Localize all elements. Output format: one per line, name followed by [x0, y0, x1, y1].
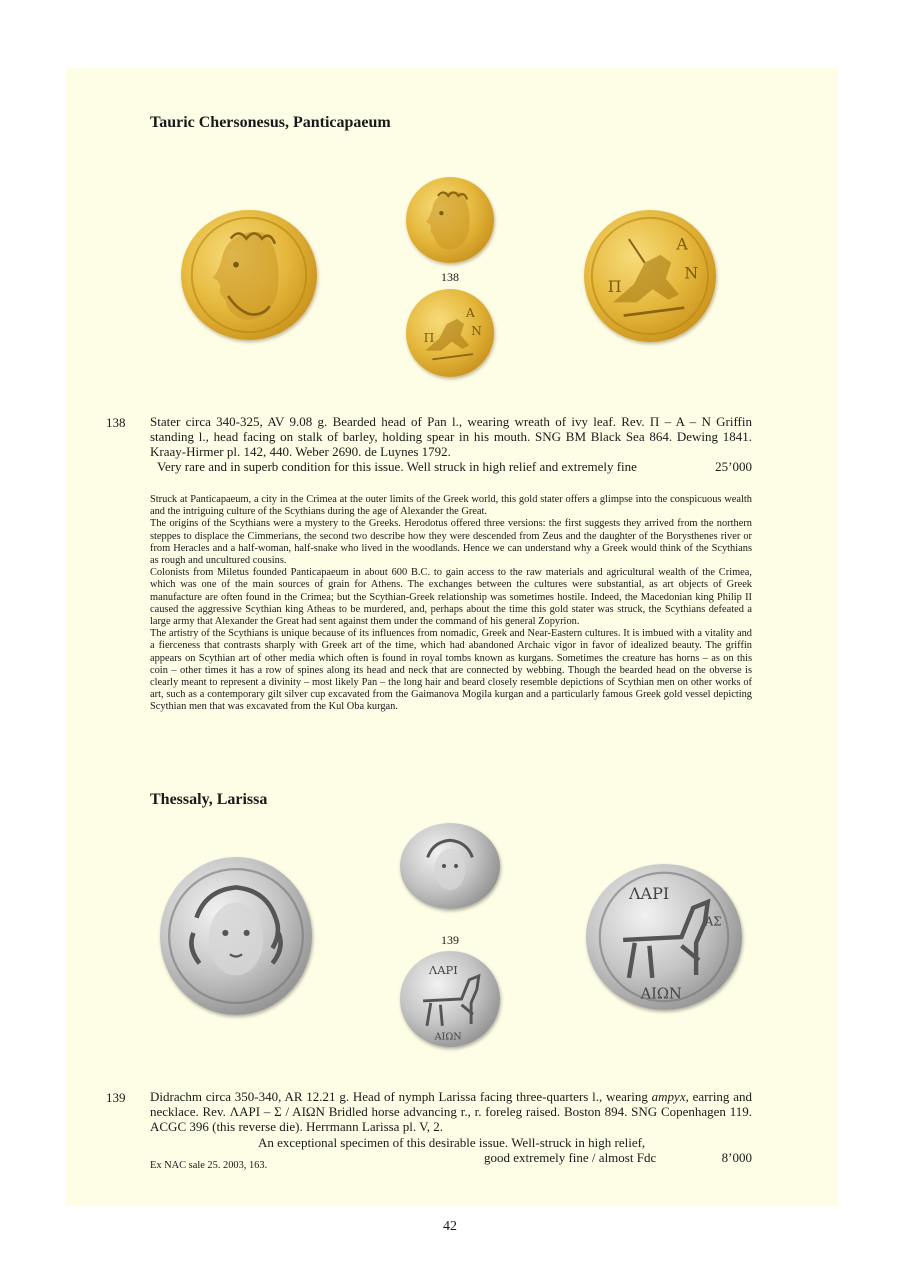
note-paragraph: Colonists from Miletus founded Panticapaeum in about 600 B.C. to gain access to the raw materials and agricultural wealth of the Crimea, which was one of the main sources of grain for Athens. The exchanges between the cultures were substantial, as art objects of Greek manufacture are often found in the Crimea; but the Scythian-Greek relationship was sometimes hostile. Indeed, the Macedonian king Philip II caused the aggressive Scythian king Atheas to be murdered, and, perhaps about the time this gold stater was struck, the Scythians defeated a large army that Alexander the Great had sent against them under the command of his general Zopyrion. [150, 567, 752, 628]
coin-139-reverse-small [400, 951, 500, 1047]
lot-138-notes [150, 494, 752, 714]
lot-138-description: Stater circa 340-325, AV 9.08 g. Bearded head of Pan l., wearing wreath of ivy leaf. Rev. Π – Α – Ν Griffin standing l., head facing on stalk of barley, holding spear in his mouth. SNG BM Black Sea 864. Dewing 1841. Kraay-Hirmer pl. 142, 440. Weber 2690. de Luynes 1792. [150, 414, 752, 459]
lot-139-description: Didrachm circa 350-340, AR 12.21 g. Head of nymph Larissa facing three-quarters l., wearing ampyx, earring and necklace. Rev. ΛΑΡΙ – Σ / ΑΙΩΝ Bridled horse advancing r., r. foreleg raised. Boston 894. SNG Copenhagen 119. ACGC 396 (this reverse die). Herrmann Larissa pl. V, 2. [150, 1089, 752, 1134]
italic-term: ampyx [651, 1089, 686, 1104]
note-paragraph: The artistry of the Scythians is unique because of its influences from nomadic, Greek and Near-Eastern cultures. It is imbued with a vitality and a fierceness that contrasts sharply with Greek art of the time, which had abandoned Archaic vigor in favor of idealized beauty. The griffin appears on Scythian art of other media which often is found in royal tombs known as kurgans. Sometimes the creature has horns – as on this coin – other times it has a row of spines along its head and neck that are connected by webbing. Though the bearded head on the obverse is clearly meant to represent a divinity – most likely Pan – the long hair and beard closely resemble depictions of Scythian men on other works of art, such as a contemporary gilt silver cup excavated from the Gaimanova Mogila kurgan and a particularly famous Greek gold vessel depicting Scythian men that was excavated from the Kul Oba kurgan. [150, 628, 752, 713]
plate-label-138: 138 [441, 270, 459, 284]
nymph-head-icon [400, 823, 500, 909]
pan-head-icon [406, 177, 494, 263]
griffin-icon [406, 289, 494, 377]
lot-138-heading: Tauric Chersonesus, Panticapaeum [150, 114, 391, 131]
coin-139-obverse-large [160, 857, 312, 1015]
reverse-letter-nu: Ν [471, 323, 482, 338]
reverse-legend-top: ΛΑΡΙ [628, 884, 670, 904]
coin-139-obverse-small [400, 823, 500, 909]
page-number: 42 [443, 1219, 457, 1234]
reverse-letter-alpha: Α [676, 234, 688, 254]
reverse-legend-bottom: ΑΙΩΝ [434, 1031, 462, 1043]
lot-138-estimate: 25’000 [715, 459, 752, 474]
coin-138-reverse-small [406, 289, 494, 377]
coin-138-obverse-small [406, 177, 494, 263]
note-paragraph: The origins of the Scythians were a mystery to the Greeks. Herodotus offered three versions: the first suggests they arrived from the northern steppes to displace the Cimmerians, the second two describe how they were descended from Zeus and the daughter of the Borysthenes river or from Heracles and a half-woman, half-snake who lived in the woodlands. Hence we can understand why a Greek would think of the Scythians as rough and uncultured cousins. [150, 518, 752, 567]
reverse-legend-right: ΑΣ [704, 914, 722, 929]
pan-head-icon [181, 210, 317, 340]
plate-label-139: 139 [441, 933, 459, 947]
griffin-icon [584, 210, 716, 342]
lot-139-heading: Thessaly, Larissa [150, 791, 268, 808]
lot-number-139: 139 [106, 1090, 126, 1105]
coin-138-reverse-large [584, 210, 716, 342]
horse-icon [586, 864, 742, 1010]
lot-139-condition-line2: good extremely fine / almost Fdc [484, 1150, 657, 1165]
nymph-head-icon [160, 857, 312, 1015]
lot-number-138: 138 [106, 415, 126, 430]
reverse-letter-pi: Π [607, 276, 622, 296]
reverse-letter-alpha: Α [465, 306, 475, 321]
reverse-letter-pi: Π [423, 330, 435, 345]
horse-icon [400, 951, 500, 1047]
lot-139-condition-line1: An exceptional specimen of this desirable issue. Well-struck in high relief, [258, 1135, 646, 1150]
reverse-legend-bottom: ΑΙΩΝ [640, 985, 682, 1003]
note-paragraph: Struck at Panticapaeum, a city in the Crimea at the outer limits of the Greek world, this gold stater offers a glimpse into the conspicuous wealth and the intriguing culture of the Scythians during the age of Alexander the Great. [150, 494, 752, 518]
reverse-legend-top: ΛΑΡΙ [428, 963, 458, 978]
coin-139-reverse-large [586, 864, 742, 1010]
lot-139-estimate: 8’000 [721, 1150, 752, 1165]
lot-138-condition: Very rare and in superb condition for this issue. Well struck in high relief and extremely fine [157, 459, 637, 474]
lot-139-provenance: Ex NAC sale 25. 2003, 163. [150, 1160, 268, 1171]
reverse-letter-nu: Ν [684, 263, 699, 283]
coin-138-obverse-large [181, 210, 317, 340]
